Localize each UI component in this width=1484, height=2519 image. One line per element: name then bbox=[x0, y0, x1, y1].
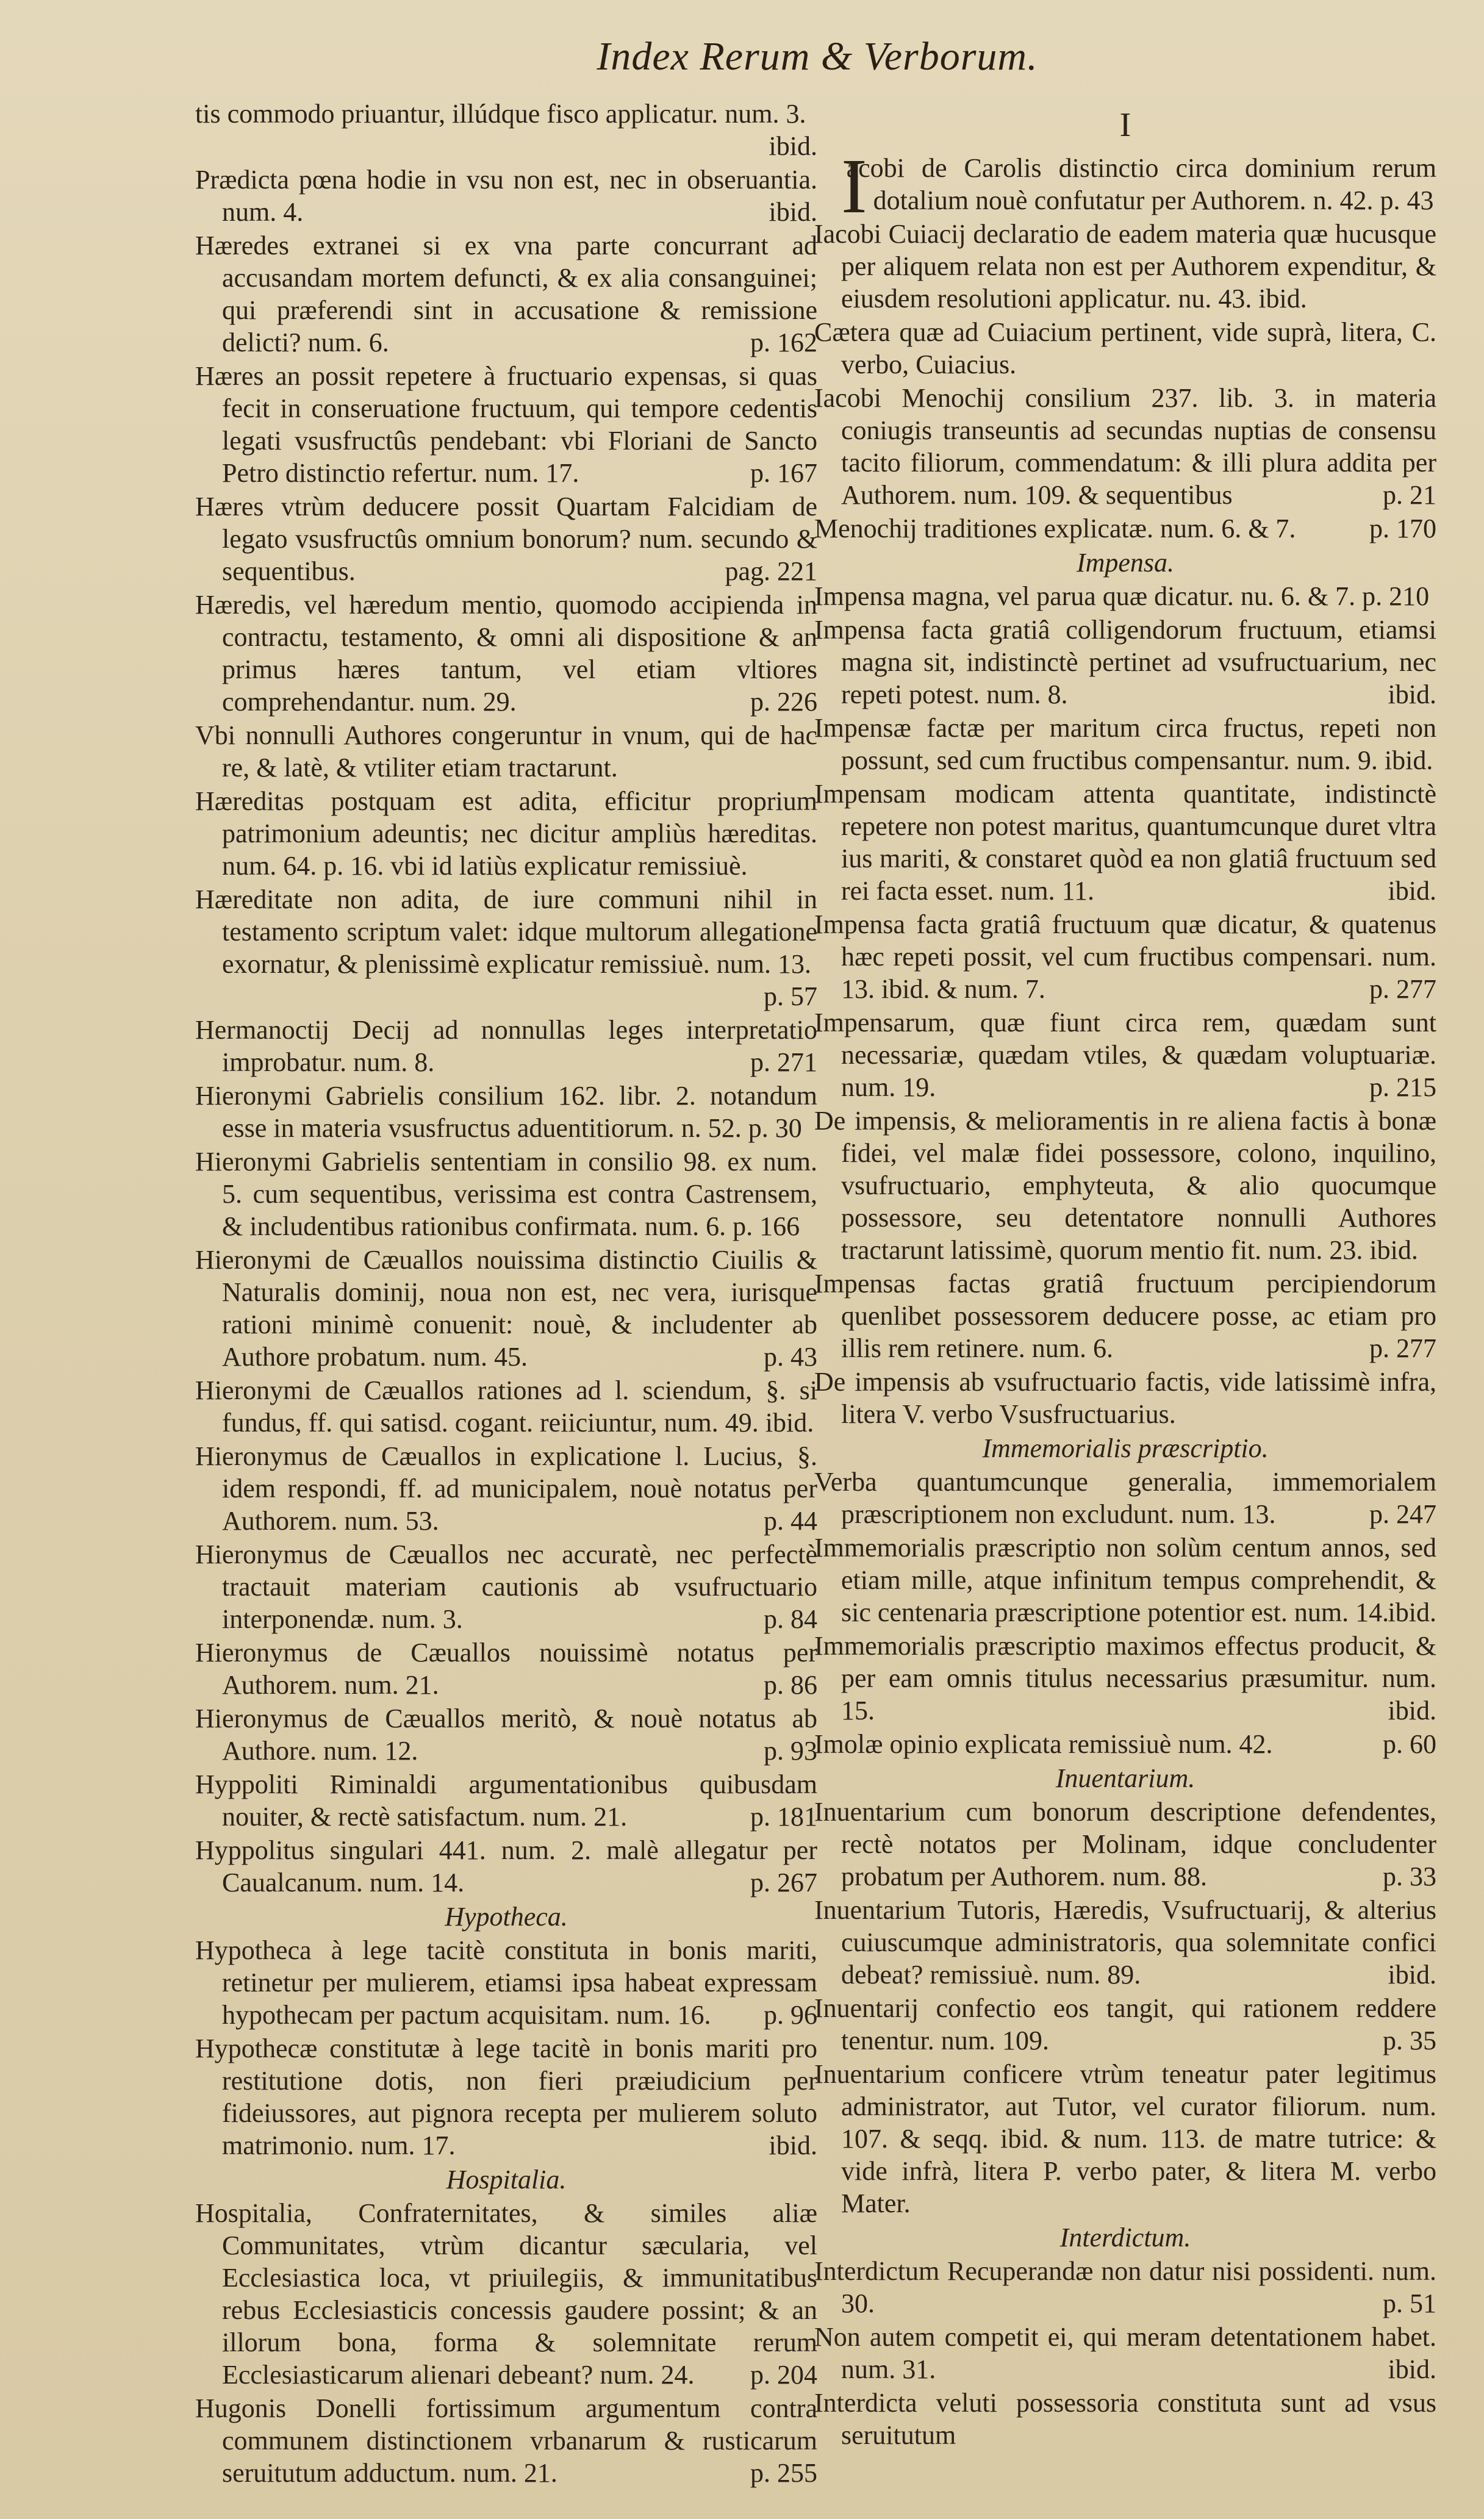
entry-text: De impensis ab vsufructuario factis, vide latissimè infra, litera V. verbo Vsusfructuarius. bbox=[814, 1367, 1436, 1429]
page-reference: ibid. bbox=[1388, 1696, 1436, 1725]
index-entry bbox=[195, 883, 817, 1012]
entry-text: Impensæ factæ per maritum circa fructus, repeti non possunt, sed cum fructibus compensantur. num. 9. ibid. bbox=[814, 713, 1436, 775]
index-entry bbox=[814, 2321, 1436, 2385]
index-entry bbox=[195, 1636, 817, 1701]
entry-text: Hugonis Donelli fortissimum argumentum contra communem distinctionem vrbanarum & rusticarum seruitutum adductum. num. 21. bbox=[195, 2393, 817, 2488]
index-entry bbox=[814, 1466, 1436, 1530]
entry-text: Hæredis, vel hæredum mentio, quomodo accipienda in contractu, testamento, & omni ali dispositione & an primus hæres tantum, vel etiam vltiores comprehendantur. num. 29. bbox=[195, 590, 817, 717]
section-heading: Inuentarium. bbox=[1055, 1763, 1195, 1793]
index-entry bbox=[814, 512, 1436, 545]
index-entry bbox=[814, 1894, 1436, 1991]
index-entry bbox=[195, 1702, 817, 1767]
entry-text: Hieronymus de Cæuallos in explicatione l. Lucius, §. idem respondi, ff. ad municipalem, nouè notatus per Authorem. num. 53. bbox=[195, 1441, 817, 1536]
index-entry bbox=[195, 163, 817, 228]
index-entry bbox=[814, 382, 1436, 511]
entry-text: Imolæ opinio explicata remissiuè num. 42. bbox=[814, 1729, 1273, 1759]
entry-text: Cætera quæ ad Cuiacium pertinent, vide suprà, litera, C. verbo, Cuiacius. bbox=[814, 317, 1436, 379]
page-reference: p. 84 bbox=[764, 1604, 817, 1634]
page-reference: p. 226 bbox=[750, 687, 817, 717]
index-entry bbox=[814, 1630, 1436, 1727]
page-reference: p. 35 bbox=[1383, 2026, 1436, 2055]
section-heading: Hypotheca. bbox=[445, 1902, 568, 1932]
entry-text: Impensa facta gratiâ colligendorum fructuum, etiamsi magna sit, indistinctè pertinet ad vsufructuarium, nec repeti potest. num. 8. bbox=[814, 615, 1436, 709]
index-entry bbox=[195, 2032, 817, 2162]
page-reference: p. 96 bbox=[764, 2000, 817, 2030]
entry-text: Hæreditate non adita, de iure communi nihil in testamento scriptum valet: idque multorum allegatione exornatur, & plenissimè explicatur remissiuè. num. 13. bbox=[195, 884, 817, 979]
index-entry bbox=[195, 229, 817, 359]
page-reference: p. 93 bbox=[764, 1736, 817, 1766]
index-entry bbox=[195, 1440, 817, 1537]
entry-text: Immemorialis præscriptio non solùm centum annos, sed etiam mille, atque infinitum tempus comprehendit, & sic centenaria præscriptione potentior est. num. 14. bbox=[814, 1533, 1436, 1627]
index-entry bbox=[814, 1267, 1436, 1364]
entry-text: Hieronymi Gabrielis sententiam in consilio 98. ex num. 5. cum sequentibus, verissima est contra Castrensem, & includentibus rationibus confirmata. num. 6. p. 166 bbox=[195, 1147, 817, 1241]
page-reference: ibid. bbox=[769, 131, 817, 161]
left-column bbox=[195, 98, 817, 2490]
page-reference: p. 86 bbox=[764, 1670, 817, 1700]
page-reference: p. 215 bbox=[1369, 1072, 1436, 1102]
entry-text: Hospitalia, Confraternitates, & similes aliæ Communitates, vtrùm dicantur sæcularia, vel Ecclesiastica loca, vt priuilegiis, & immunitatibus rebus Ecclesiasticis concessis gaudere possint; & an illorum bona, forma & solemnitate rerum Ecclesiasticarum alienari debeant? num. 24. bbox=[195, 2198, 817, 2390]
entry-text: Iacobi Cuiacij declaratio de eadem materia quæ hucusque per aliquem relata non est per Authorem expenditur, & eiusdem resolutioni applicatur. nu. 43. ibid. bbox=[814, 219, 1436, 314]
index-entry bbox=[814, 1532, 1436, 1629]
section-heading: Hospitalia. bbox=[446, 2165, 567, 2195]
entry-text: Non autem competit ei, qui meram detentationem habet. num. 31. bbox=[814, 2322, 1436, 2384]
page-reference: p. 170 bbox=[1369, 514, 1436, 543]
index-entry bbox=[814, 1006, 1436, 1103]
right-column bbox=[814, 107, 1436, 2453]
entry-text: Hermanoctij Decij ad nonnullas leges interpretatio improbatur. num. 8. bbox=[195, 1015, 817, 1077]
page-reference: p. 277 bbox=[1369, 1333, 1436, 1363]
entry-text: Hieronymus de Cæuallos nec accuratè, nec perfectè tractauit materiam cautionis ab vsufructuario interponendæ. num. 3. bbox=[195, 1539, 817, 1634]
entry-text: Inuentarium Tutoris, Hæredis, Vsufructuarij, & alterius cuiuscumque administratoris, qua solemnitate confici debeat? remissiuè. num. 89. bbox=[814, 1895, 1436, 1990]
page-reference: p. 277 bbox=[1369, 974, 1436, 1004]
entry-text: Hyppoliti Riminaldi argumentationibus quibusdam nouiter, & rectè satisfactum. num. 21. bbox=[195, 1769, 817, 1832]
index-entry bbox=[195, 2197, 817, 2391]
entry-text: Vbi nonnulli Authores congeruntur in vnum, qui de hac re, & latè, & vtiliter etiam tractarunt. bbox=[195, 720, 817, 783]
entry-text: Impensas factas gratiâ fructuum percipiendorum quenlibet possessorem deducere posse, ac etiam pro illis rem retinere. num. 6. bbox=[814, 1269, 1436, 1363]
index-entry bbox=[195, 589, 817, 718]
running-header: Index Rerum & Verborum. bbox=[597, 34, 1038, 79]
index-entry bbox=[195, 1934, 817, 2031]
entry-text: Interdictum Recuperandæ non datur nisi possidenti. num. 30. bbox=[814, 2256, 1436, 2318]
index-entry bbox=[814, 1366, 1436, 1430]
page-reference: p. 247 bbox=[1369, 1499, 1436, 1529]
index-entry bbox=[195, 98, 817, 162]
index-entry bbox=[195, 1538, 817, 1635]
index-entry bbox=[195, 1834, 817, 1899]
entry-text: Hæredes extranei si ex vna parte concurrant ad accusandam mortem defuncti, & ex alia consanguinei; qui præferendi sint in accusatione & remissione delicti? num. 6. bbox=[195, 231, 817, 357]
page-reference: p. 51 bbox=[1383, 2288, 1436, 2318]
page-reference: p. 60 bbox=[1383, 1729, 1436, 1759]
entry-text: Hieronymus de Cæuallos nouissimè notatus per Authorem. num. 21. bbox=[195, 1638, 817, 1700]
page-reference: ibid. bbox=[1388, 2354, 1436, 2384]
index-entry bbox=[195, 719, 817, 784]
index-entry bbox=[814, 1728, 1436, 1760]
index-entry bbox=[195, 1080, 817, 1144]
page-reference: p. 271 bbox=[750, 1047, 817, 1077]
index-entry bbox=[195, 1145, 817, 1242]
page-reference: p. 43 bbox=[764, 1342, 817, 1372]
entry-text: Hypotheca à lege tacitè constituta in bonis mariti, retinetur per mulierem, etiamsi ipsa habeat expressam hypothecam per pactum acquisitam. num. 16. bbox=[195, 1935, 817, 2030]
index-entry bbox=[814, 580, 1436, 612]
entry-text: Hieronymus de Cæuallos meritò, & nouè notatus ab Authore. num. 12. bbox=[195, 1704, 817, 1766]
entry-text: Hypothecæ constitutæ à lege tacitè in bonis mariti pro restitutione dotis, non fieri præiudicium per fideiussores, aut pignora recepta per mulierem soluto matrimonio. num. 17. bbox=[195, 2033, 817, 2160]
entry-text: Inuentarium conficere vtrùm teneatur pater legitimus administrator, aut Tutor, vel curator filiorum. num. 107. & seqq. ibid. & num. 113. de matre tutrice: & vide infrà, litera P. verbo pater, & litera M. verbo Mater. bbox=[814, 2059, 1436, 2218]
section-heading: Impensa. bbox=[1076, 548, 1175, 578]
entry-text: Iacobi Menochij consilium 237. lib. 3. in materia coniugis transeuntis ad secundas nuptias de consensu tacito filiorum, commendatum: & illi plura addita per Authorem. num. 109. & sequentibus bbox=[814, 383, 1436, 510]
entry-text: Immemorialis præscriptio maximos effectus producit, & per eam omnis titulus necessarius præsumitur. num. 15. bbox=[814, 1631, 1436, 1725]
page-reference: p. 181 bbox=[750, 1802, 817, 1832]
index-entry bbox=[814, 316, 1436, 381]
page-reference: p. 255 bbox=[750, 2458, 817, 2488]
page-reference: p. 57 bbox=[764, 981, 817, 1011]
index-entry bbox=[814, 2255, 1436, 2320]
index-entry bbox=[814, 2387, 1436, 2451]
index-entry bbox=[814, 143, 1436, 229]
index-entry bbox=[814, 712, 1436, 776]
index-entry bbox=[195, 1768, 817, 1833]
page-reference: pag. 221 bbox=[725, 556, 817, 586]
page-reference: ibid. bbox=[1388, 1597, 1436, 1627]
page-reference: ibid. bbox=[1388, 1960, 1436, 1990]
entry-text: Hyppolitus singulari 441. num. 2. malè allegatur per Caualcanum. num. 14. bbox=[195, 1835, 817, 1897]
entry-text: Verba quantumcunque generalia, immemorialem præscriptionem non excludunt. num. 13. bbox=[814, 1467, 1436, 1529]
entry-text: Impensa facta gratiâ fructuum quæ dicatur, & quatenus hæc repeti possit, vel cum fructibus compensari. num. 13. ibid. & num. 7. bbox=[814, 909, 1436, 1004]
page-reference: p. 267 bbox=[750, 1868, 817, 1897]
entry-text: Hæres vtrùm deducere possit Quartam Falcidiam de legato vsusfructûs omnium bonorum? num. secundo & sequentibus. bbox=[195, 492, 817, 586]
index-entry bbox=[814, 614, 1436, 711]
letter-heading: I bbox=[1119, 106, 1131, 144]
entry-text: acobi de Carolis distinctio circa dominium rerum dotalium nouè confutatur per Authorem. n. 42. p. 43 bbox=[846, 153, 1436, 215]
entry-text: Hieronymi de Cæuallos rationes ad l. sciendum, §. si fundus, ff. qui satisd. cogant. reiiciuntur, num. 49. ibid. bbox=[195, 1375, 817, 1438]
page-reference: ibid. bbox=[769, 197, 817, 227]
index-entry bbox=[814, 1105, 1436, 1266]
entry-text: Inuentarij confectio eos tangit, qui rationem reddere tenentur. num. 109. bbox=[814, 1993, 1436, 2055]
index-entry bbox=[195, 360, 817, 489]
page-reference: p. 33 bbox=[1383, 1861, 1436, 1891]
entry-text: tis commodo priuantur, illúdque fisco applicatur. num. 3. bbox=[195, 99, 806, 129]
drop-cap: I bbox=[841, 143, 867, 229]
index-entry bbox=[195, 2392, 817, 2489]
entry-text: Hieronymi Gabrielis consilium 162. libr. 2. notandum esse in materia vsusfructus aduentitiorum. n. 52. p. 30 bbox=[195, 1081, 817, 1143]
index-entry bbox=[814, 218, 1436, 315]
index-entry bbox=[814, 908, 1436, 1005]
page-reference: p. 162 bbox=[750, 328, 817, 357]
index-entry bbox=[814, 1796, 1436, 1893]
entry-text: Interdicta veluti possessoria constituta sunt ad vsus seruitutum bbox=[814, 2388, 1436, 2450]
index-entry bbox=[195, 785, 817, 882]
entry-text: Impensam modicam attenta quantitate, indistinctè repetere non potest maritus, quantumcunque duret vltra ius mariti, & constaret quòd ea non glatiâ fructuum sed rei facta esset. num. 11. bbox=[814, 779, 1436, 906]
page-reference: p. 167 bbox=[750, 458, 817, 488]
index-entry bbox=[195, 1014, 817, 1078]
entry-text: Menochij traditiones explicatæ. num. 6. & 7. bbox=[814, 514, 1296, 543]
page-reference: ibid. bbox=[769, 2130, 817, 2160]
page-reference: ibid. bbox=[1388, 876, 1436, 906]
index-entry bbox=[195, 1244, 817, 1373]
page-reference: p. 44 bbox=[764, 1506, 817, 1536]
entry-text: Hæres an possit repetere à fructuario expensas, si quas fecit in conseruatione fructuum, qui tempore cedentis legati vsusfructûs pendebant: vbi Floriani de Sancto Petro distinctio refertur. num. 17. bbox=[195, 361, 817, 488]
page-reference: p. 204 bbox=[750, 2360, 817, 2390]
index-entry bbox=[814, 1992, 1436, 2057]
entry-text: Prædicta pœna hodie in vsu non est, nec in obseruantia. num. 4. bbox=[195, 165, 817, 227]
entry-text: Impensarum, quæ fiunt circa rem, quædam sunt necessariæ, quædam vtiles, & quædam voluptuariæ. num. 19. bbox=[814, 1008, 1436, 1102]
entry-text: Hæreditas postquam est adita, efficitur proprium patrimonium adeuntis; nec dicitur ampliùs hæreditas. num. 64. p. 16. vbi id latiùs explicatur remissiuè. bbox=[195, 786, 817, 881]
index-entry bbox=[814, 778, 1436, 907]
index-entry bbox=[195, 490, 817, 587]
entry-text: Hieronymi de Cæuallos nouissima distinctio Ciuilis & Naturalis dominij, noua non est, nec vera, iurisque rationi minimè conuenit: nouè, & includenter ab Authore probatum. num. 45. bbox=[195, 1245, 817, 1372]
page-reference: ibid. bbox=[1388, 679, 1436, 709]
section-heading: Immemorialis præscriptio. bbox=[982, 1433, 1269, 1463]
index-entry bbox=[814, 2058, 1436, 2220]
entry-text: Inuentarium cum bonorum descriptione defendentes, rectè notatos per Molinam, idque concludenter probatum per Authorem. num. 88. bbox=[814, 1797, 1436, 1891]
page-reference: p. 21 bbox=[1383, 480, 1436, 510]
section-heading: Interdictum. bbox=[1059, 2223, 1191, 2252]
entry-text: De impensis, & melioramentis in re aliena factis à bonæ fidei, vel malæ fidei possessore, colono, inquilino, vsufructuario, emphyteuta, & alio quocumque possessore, seu detentatore nonnulli Authores tractarunt latissimè, quorum mentio fit. num. 23. ibid. bbox=[814, 1106, 1436, 1265]
index-entry bbox=[195, 1374, 817, 1439]
entry-text: Impensa magna, vel parua quæ dicatur. nu. 6. & 7. p. 210 bbox=[814, 581, 1430, 611]
